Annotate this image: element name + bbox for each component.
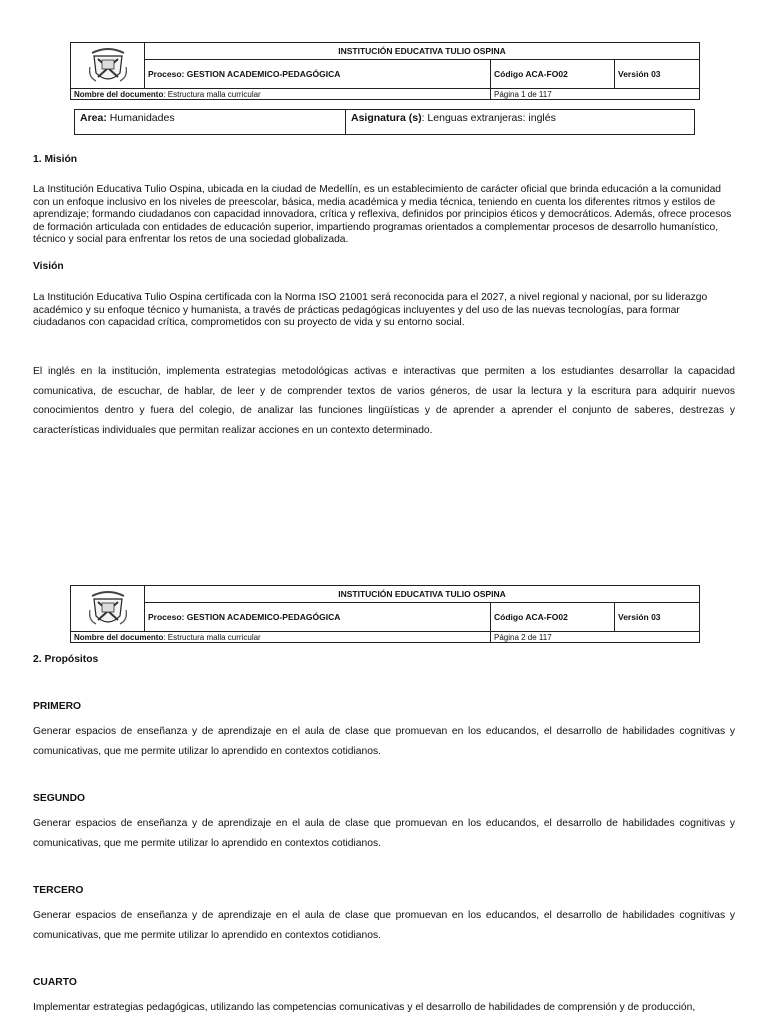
proposito-text: Generar espacios de enseñanza y de aprendizaje en el aula de clase que promuevan en los educandos, el desarrollo de habilidades cognitivas y comunicativas, que me permite utilizar lo aprendido en contextos cotidianos.	[33, 726, 735, 757]
process-label: Proceso: GESTION ACADEMICO-PEDAGÓGICA	[145, 60, 491, 89]
vision-text: La Institución Educativa Tulio Ospina certificada con la Norma ISO 21001 será reconocida para el 2027, a nivel regional y nacional, por su liderazgo académico y su enfoque técnico y humanista, a través de prácticas pedagógicas incluyentes y del uso de las nuevas tecnologías, para formar ciudadanos con capacidad crítica, comprometidos con su proyecto de vida y su entorno social.	[33, 292, 708, 329]
institution-logo	[71, 43, 145, 89]
page-number: Página 1 de 117	[491, 89, 700, 100]
proposito-title: CUARTO	[33, 977, 77, 988]
subject-cell: Asignatura (s): Lenguas extranjeras: inglés	[351, 112, 556, 124]
proposito-title: TERCERO	[33, 885, 84, 896]
code-label: Código ACA-FO02	[491, 603, 615, 632]
proposito-text: Generar espacios de enseñanza y de aprendizaje en el aula de clase que promuevan en los educandos, el desarrollo de habilidades cognitivas y comunicativas, que me permite utilizar lo aprendido en contextos cotidianos.	[33, 818, 735, 849]
process-label: Proceso: GESTION ACADEMICO-PEDAGÓGICA	[145, 603, 491, 632]
area-cell: Area: Humanidades	[75, 110, 346, 134]
institution-title: INSTITUCIÓN EDUCATIVA TULIO OSPINA	[145, 43, 700, 60]
proposito-text: Implementar estrategias pedagógicas, utilizando las competencias comunicativas y el desarrollo de habilidades de comprensión y de producción,	[33, 1002, 696, 1013]
proposito-text: Generar espacios de enseñanza y de aprendizaje en el aula de clase que promuevan en los educandos, el desarrollo de habilidades cognitivas y comunicativas, que me permite utilizar lo aprendido en contextos cotidianos.	[33, 910, 735, 941]
english-paragraph: El inglés en la institución, implementa estrategias metodológicas activas e interactivas que permiten a los estudiantes desarrollar la capacidad comunicativa, de escuchar, de hablar, de leer y de comprender textos de varios géneros, de usar la lectura y la escritura para adquirir nuevos conocimientos dentro y fuera del colegio, de analizar las funciones lingüísticas y de aprender a aprender el conjunto de saberes, destrezas y características individuales que permitan realizar acciones en un contexto determinado.	[33, 366, 735, 436]
crest-icon	[86, 590, 130, 630]
crest-icon	[86, 47, 130, 87]
institution-logo	[71, 586, 145, 632]
document-name: Nombre del documento: Estructura malla curricular	[71, 89, 491, 100]
proposito-title: SEGUNDO	[33, 793, 86, 804]
proposito-title: PRIMERO	[33, 701, 82, 712]
document-header-page-2	[70, 585, 700, 643]
document-name: Nombre del documento: Estructura malla curricular	[71, 632, 491, 643]
version-label: Versión 03	[615, 603, 700, 632]
propositos-heading: 2. Propósitos	[33, 654, 99, 665]
institution-title: INSTITUCIÓN EDUCATIVA TULIO OSPINA	[145, 586, 700, 603]
page-number: Página 2 de 117	[491, 632, 700, 643]
vision-heading: Visión	[33, 261, 64, 272]
mision-heading: 1. Misión	[33, 154, 78, 165]
code-label: Código ACA-FO02	[491, 60, 615, 89]
document-header-page-1	[70, 42, 700, 100]
area-subject-box	[74, 109, 695, 135]
mision-text: La Institución Educativa Tulio Ospina, ubicada en la ciudad de Medellín, es un establecimiento de carácter oficial que brinda educación a la comunidad con un enfoque inclusivo en los niveles de preescolar, básica, media académica y media técnica, teniendo en cuenta los diferentes ritmos y estilos de aprendizaje; formando ciudadanos con capacidad innovadora, crítica y reflexiva, definidos por principios éticos y democráticos. Además, ofrece procesos de formación articulada con entidades de educación superior, impartiendo programas orientados a complementar procesos de desarrollo humanístico, técnico y social para enfrentar los retos de una sociedad globalizada.	[33, 184, 732, 246]
version-label: Versión 03	[615, 60, 700, 89]
